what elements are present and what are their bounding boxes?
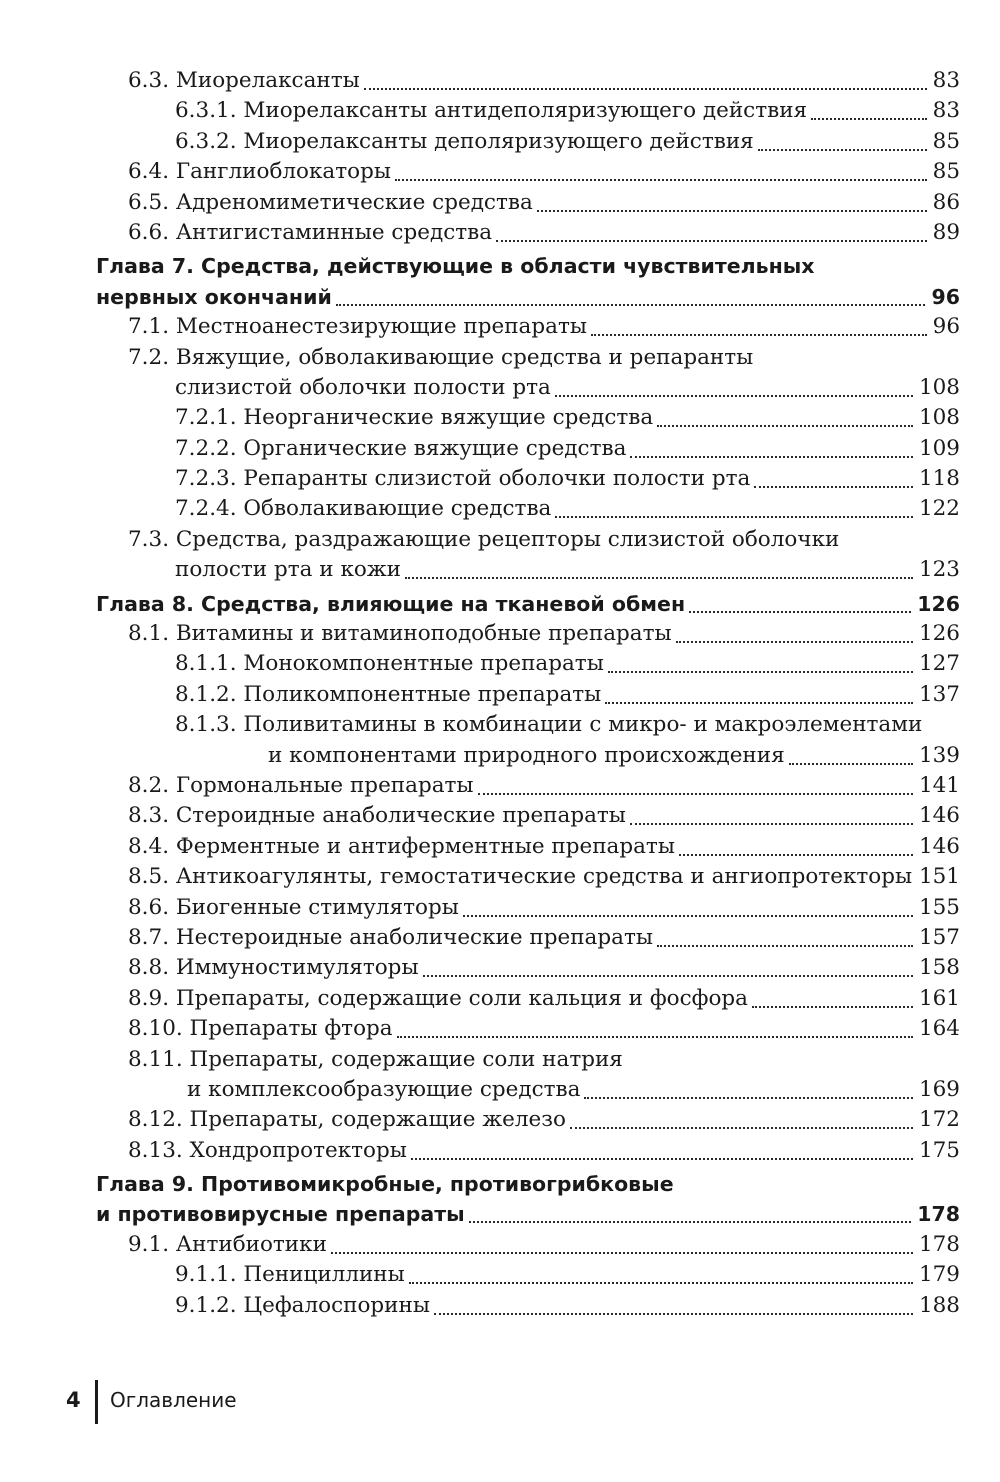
toc-entry-label: 8.10. Препараты фтора — [128, 1016, 393, 1042]
toc-dot-leader — [331, 1252, 913, 1254]
toc-page-number: 89 — [931, 218, 960, 248]
toc-dot-leader — [423, 975, 913, 977]
toc-dot-leader — [537, 210, 927, 212]
toc-page-number: 188 — [917, 1291, 960, 1321]
toc-entry-label: 6.4. Ганглиоблокаторы — [128, 159, 391, 185]
toc-entry-row — [0, 923, 1000, 953]
toc-entry-row — [0, 343, 1000, 373]
toc-page-number: 139 — [917, 741, 960, 771]
toc-page-number: 126 — [917, 619, 960, 649]
toc-dot-leader — [584, 1097, 913, 1099]
toc-page-number: 118 — [917, 464, 960, 494]
toc-entry-row — [0, 710, 1000, 740]
toc-entry-label: 8.13. Хондропротекторы — [128, 1137, 407, 1163]
toc-dot-leader — [752, 1006, 913, 1008]
toc-dot-leader — [591, 334, 927, 336]
toc-dot-leader — [434, 1313, 913, 1315]
toc-entry-label: 9.1. Антибиотики — [128, 1231, 327, 1257]
toc-entry-label: 8.12. Препараты, содержащие железо — [128, 1107, 566, 1133]
toc-entry-label: 6.3. Миорелаксанты — [128, 68, 360, 93]
toc-entry-label: и компонентами природного происхождения — [268, 742, 785, 768]
toc-page-number: 127 — [917, 649, 960, 679]
toc-dot-leader — [496, 240, 927, 242]
toc-page-number: 157 — [917, 923, 960, 953]
toc-dot-leader — [789, 763, 913, 765]
toc-entry-row — [0, 403, 1000, 433]
toc-dot-leader — [657, 945, 913, 947]
running-title: Оглавление — [110, 1388, 237, 1412]
toc-entry-row — [0, 1014, 1000, 1044]
toc-entry-label: 8.2. Гормональные препараты — [128, 772, 474, 798]
toc-chapter-row — [0, 251, 1000, 281]
toc-entry-row — [0, 832, 1000, 862]
toc-entry-label: 9.1.1. Пенициллины — [175, 1262, 405, 1288]
toc-entry-label: 6.3.2. Миорелаксанты деполяризующего действия — [175, 128, 754, 154]
page-number: 4 — [66, 1388, 81, 1412]
toc-page-number: 83 — [931, 66, 960, 96]
toc-entry-row — [0, 525, 1000, 555]
toc-dot-leader — [608, 671, 913, 673]
toc-entry-label: 7.2.3. Репаранты слизистой оболочки полости рта — [175, 466, 751, 492]
toc-entry-label: 6.5. Адреномиметические средства — [128, 189, 533, 215]
toc-dot-leader — [463, 915, 913, 917]
toc-page-number: 169 — [917, 1075, 960, 1105]
toc-entry-label: 8.8. Иммуностимуляторы — [128, 955, 419, 981]
toc-chapter-row — [0, 1199, 1000, 1229]
toc-entry-label: Глава 7. Средства, действующие в области чувствительных — [96, 254, 815, 279]
toc-entry-label: 8.1.1. Монокомпонентные препараты — [175, 651, 604, 677]
toc-page-number: 179 — [917, 1260, 960, 1290]
toc-entry-label: полости рта и кожи — [175, 557, 401, 583]
toc-entry-row — [0, 893, 1000, 923]
toc-page-number: 175 — [917, 1136, 960, 1166]
table-of-contents — [0, 66, 1000, 1321]
toc-page-number: 83 — [931, 96, 960, 126]
toc-entry-row — [0, 801, 1000, 831]
toc-page-number: 108 — [917, 403, 960, 433]
toc-entry-row — [0, 373, 1000, 403]
toc-entry-row — [0, 953, 1000, 983]
toc-dot-leader — [395, 179, 927, 181]
toc-entry-label: 8.7. Нестероидные анаболические препараты — [128, 924, 653, 950]
toc-dot-leader — [405, 577, 913, 579]
toc-page-number: 108 — [917, 373, 960, 403]
toc-entry-label: слизистой оболочки полости рта — [175, 374, 551, 400]
toc-entry-row — [0, 1260, 1000, 1290]
toc-entry-row — [0, 127, 1000, 157]
toc-entry-row — [0, 96, 1000, 126]
toc-chapter-row — [0, 589, 1000, 619]
toc-entry-label: 8.1.2. Поликомпонентные препараты — [175, 681, 602, 707]
toc-entry-row — [0, 741, 1000, 771]
toc-entry-row — [0, 771, 1000, 801]
toc-dot-leader — [811, 118, 927, 120]
toc-page-number: 123 — [917, 555, 960, 585]
toc-page-number: 164 — [917, 1014, 960, 1044]
toc-entry-label: 6.3.1. Миорелаксанты антидеполяризующего действия — [175, 98, 808, 124]
toc-entry-row — [0, 188, 1000, 218]
toc-entry-row — [0, 619, 1000, 649]
toc-page-number: 86 — [931, 188, 960, 218]
toc-entry-row — [0, 1291, 1000, 1321]
toc-entry-row — [0, 157, 1000, 187]
toc-page-number: 158 — [917, 953, 960, 983]
toc-entry-row — [0, 312, 1000, 342]
toc-entry-row — [0, 1230, 1000, 1260]
toc-entry-row — [0, 649, 1000, 679]
toc-entry-label: 8.5. Антикоагулянты, гемостатические средства и ангиопротекторы — [128, 864, 913, 890]
toc-entry-label: 7.2.2. Органические вяжущие средства — [175, 435, 627, 461]
toc-page-number: 137 — [917, 680, 960, 710]
toc-entry-label: 7.2.1. Неорганические вяжущие средства — [175, 405, 654, 431]
toc-entry-row — [0, 464, 1000, 494]
toc-dot-leader — [689, 611, 911, 613]
toc-entry-label: 7.2.4. Обволакивающие средства — [175, 496, 552, 522]
toc-dot-leader — [555, 395, 913, 397]
toc-entry-label: 8.11. Препараты, содержащие соли натрия — [128, 1046, 623, 1072]
toc-dot-leader — [336, 304, 925, 306]
toc-chapter-row — [0, 1169, 1000, 1199]
toc-entry-label: 7.2. Вяжущие, обволакивающие средства и репаранты — [128, 344, 754, 370]
toc-dot-leader — [397, 1036, 913, 1038]
toc-entry-label: нервных окончаний — [96, 284, 332, 309]
toc-dot-leader — [754, 486, 913, 488]
toc-entry-row — [0, 1105, 1000, 1135]
toc-entry-label: 8.1.3. Поливитамины в комбинации с микро- и макроэлементами — [175, 712, 923, 738]
toc-entry-label: 7.3. Средства, раздражающие рецепторы слизистой оболочки — [128, 526, 840, 552]
toc-page-number: 109 — [917, 434, 960, 464]
toc-entry-label: и комплексообразующие средства — [187, 1076, 581, 1102]
toc-dot-leader — [630, 823, 913, 825]
toc-entry-label: и противовирусные препараты — [96, 1202, 465, 1227]
toc-page-number: 126 — [915, 589, 960, 619]
toc-page-number: 151 — [917, 862, 960, 892]
toc-entry-label: Глава 8. Средства, влияющие на тканевой обмен — [96, 591, 686, 616]
toc-dot-leader — [478, 793, 913, 795]
toc-entry-label: 8.3. Стероидные анаболические препараты — [128, 803, 626, 829]
toc-dot-leader — [555, 516, 913, 518]
toc-dot-leader — [605, 702, 913, 704]
toc-page-number: 155 — [917, 893, 960, 923]
toc-page-number: 172 — [917, 1105, 960, 1135]
toc-dot-leader — [364, 88, 927, 90]
toc-entry-label: 6.6. Антигистаминные средства — [128, 219, 493, 245]
toc-page-number: 85 — [931, 157, 960, 187]
toc-entry-row — [0, 218, 1000, 248]
toc-entry-row — [0, 66, 1000, 96]
toc-dot-leader — [676, 641, 913, 643]
toc-entry-row — [0, 555, 1000, 585]
toc-dot-leader — [679, 854, 913, 856]
toc-page-number: 141 — [917, 771, 960, 801]
toc-entry-label: 9.1.2. Цефалоспорины — [175, 1292, 430, 1318]
toc-entry-label: 8.9. Препараты, содержащие соли кальция и фосфора — [128, 985, 748, 1011]
toc-dot-leader — [630, 456, 913, 458]
toc-page-number: 178 — [917, 1230, 960, 1260]
toc-page-number: 96 — [931, 312, 960, 342]
toc-entry-row — [0, 1075, 1000, 1105]
toc-entry-row — [0, 984, 1000, 1014]
toc-page-number: 178 — [915, 1199, 960, 1229]
toc-entry-row — [0, 680, 1000, 710]
toc-page-number: 122 — [917, 494, 960, 524]
toc-page-number: 146 — [917, 832, 960, 862]
toc-entry-row — [0, 494, 1000, 524]
toc-entry-row — [0, 862, 1000, 892]
toc-dot-leader — [758, 149, 927, 151]
toc-dot-leader — [411, 1158, 913, 1160]
toc-entry-label: Глава 9. Противомикробные, противогрибковые — [96, 1172, 674, 1197]
toc-page-number: 96 — [929, 282, 960, 312]
toc-dot-leader — [409, 1282, 913, 1284]
footer-divider — [95, 1380, 98, 1424]
toc-entry-label: 7.1. Местноанестезирующие препараты — [128, 314, 587, 340]
toc-page-number: 146 — [917, 801, 960, 831]
toc-dot-leader — [570, 1127, 913, 1129]
toc-entry-label: 8.1. Витамины и витаминоподобные препараты — [128, 621, 672, 647]
toc-entry-label: 8.6. Биогенные стимуляторы — [128, 894, 459, 920]
toc-entry-row — [0, 1136, 1000, 1166]
toc-dot-leader — [469, 1221, 911, 1223]
toc-entry-label: 8.4. Ферментные и антиферментные препараты — [128, 833, 675, 859]
toc-page-number: 161 — [917, 984, 960, 1014]
toc-dot-leader — [657, 425, 913, 427]
toc-chapter-row — [0, 282, 1000, 312]
toc-entry-row — [0, 434, 1000, 464]
toc-entry-row — [0, 1045, 1000, 1075]
toc-page-number: 85 — [931, 127, 960, 157]
